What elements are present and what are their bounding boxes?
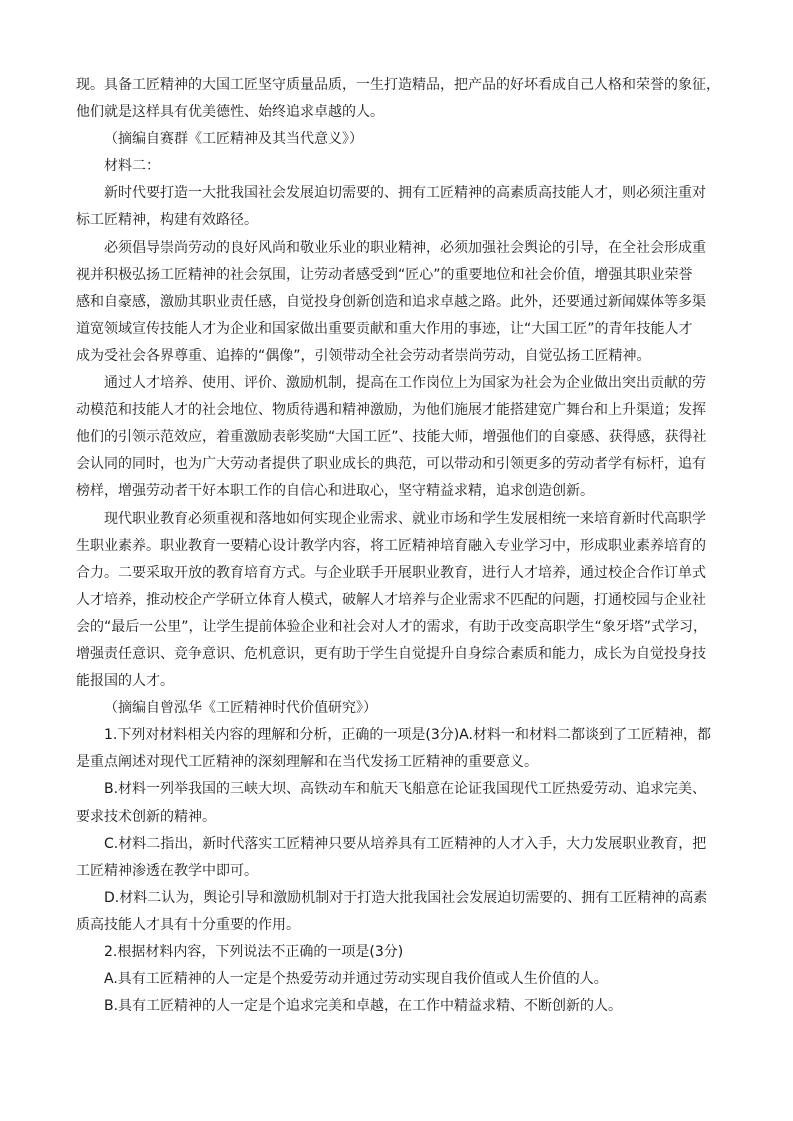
- text-line: 质高技能人才具有十分重要的作用。: [76, 916, 300, 933]
- text-line: 视并积极弘扬工匠精神的社会氛围，让劳动者感受到“匠心”的重要地位和社会价值，增强其职业荣誉: [76, 266, 693, 283]
- text-line: 成为受社会各界尊重、追捧的“偶像”，引领带动全社会劳动者崇尚劳动，自觉弘扬工匠精神。: [76, 347, 651, 364]
- text-line: C.材料二指出，新时代落实工匠精神只要从培养具有工匠精神的人才入手，大力发展职业教育，把: [104, 835, 707, 852]
- text-line: 生职业素养。职业教育一要精心设计教学内容，将工匠精神培育融入专业学习中，形成职业素养培育的: [76, 537, 706, 554]
- text-line: 通过人才培养、使用、评价、激励机制，提高在工作岗位上为国家为社会为企业做出突出贡献的劳: [104, 375, 706, 392]
- text-line: 2.根据材料内容，下列说法不正确的一项是(3分): [104, 944, 404, 960]
- text-line: 人才培养，推动校企产学研立体育人模式，破解人才培养与企业需求不匹配的问题，打通校园与企业社: [76, 591, 706, 608]
- text-line: 现代职业教育必须重视和落地如何实现企业需求、就业市场和学生发展相统一来培育新时代高职学: [104, 510, 706, 527]
- text-line: （摘编自赛群《工匠精神及其当代意义》）: [104, 131, 363, 148]
- text-line: 会认同的同时，也为广大劳动者提供了职业成长的典范，可以带动和引领更多的劳动者学有标杆，追有: [76, 456, 706, 473]
- text-line: 榜样，增强劳动者干好本职工作的自信心和进取心，坚守精益求精，追求创造创新。: [76, 483, 594, 500]
- text-line: 动模范和技能人才的社会地位、物质待遇和精神激励，为他们施展才能搭建宽广舞台和上升渠道；发挥: [76, 402, 706, 419]
- text-line: 要求技术创新的精神。: [76, 808, 216, 825]
- text-line: 1.下列对材料相关内容的理解和分析，正确的一项是(3分)A.材料一和材料二都谈到了工匠精神，都: [104, 727, 711, 744]
- text-line: 工匠精神渗透在教学中即可。: [76, 862, 258, 879]
- text-line: D.材料二认为，舆论引导和激励机制对于打造大批我国社会发展迫切需要的、拥有工匠精神的高素: [104, 889, 708, 906]
- text-line: 他们的引领示范效应，着重激励表彰奖励“大国工匠”、技能大师，增强他们的自豪感、获得感，获得社: [76, 429, 707, 446]
- text-line: 新时代要打造一大批我国社会发展迫切需要的、拥有工匠精神的高素质高技能人才，则必须注重对: [104, 185, 706, 202]
- text-line: A.具有工匠精神的人一定是个热爱劳动并通过劳动实现自我价值或人生价值的人。: [104, 971, 608, 988]
- text-line: 他们就是这样具有优美德性、始终追求卓越的人。: [76, 104, 384, 121]
- text-line: 标工匠精神，构建有效路径。: [76, 212, 258, 229]
- text-line: 必须倡导崇尚劳动的良好风尚和敬业乐业的职业精神，必须加强社会舆论的引导，在全社会形成重: [104, 239, 706, 256]
- text-line: 是重点阐述对现代工匠精神的深刻理解和在当代发扬工匠精神的重要意义。: [76, 754, 538, 771]
- text-line: B.具有工匠精神的人一定是个追求完美和卓越，在工作中精益求精、不断创新的人。: [104, 998, 623, 1015]
- text-line: 道宽领域宣传技能人才为企业和国家做出重要贡献和重大作用的事迹，让“大国工匠”的青年技能人才: [76, 320, 693, 337]
- text-line: 材料二：: [104, 158, 160, 175]
- document-body: [76, 72, 726, 1020]
- text-line: （摘编自曾泓华《工匠精神时代价值研究》）: [104, 700, 377, 717]
- text-line: 增强责任意识、竞争意识、危机意识，更有助于学生自觉提升自身综合素质和能力，成长为自觉投身技: [76, 645, 706, 662]
- text-line: 现。具备工匠精神的大国工匠坚守质量品质，一生打造精品，把产品的好坏看成自己人格和荣誉的象征，: [76, 77, 720, 93]
- text-line: 会的“最后一公里”，让学生提前体验企业和社会对人才的需求，有助于改变高职学生“象牙塔”式学习，: [76, 618, 708, 635]
- text-line: 感和自豪感，激励其职业责任感，自觉投身创新创造和追求卓越之路。此外，还要通过新闻媒体等多渠: [76, 293, 706, 310]
- text-line: 能报国的人才。: [76, 673, 174, 690]
- text-line: 合力。二要采取开放的教育培育方式。与企业联手开展职业教育，进行人才培养，通过校企合作订单式: [76, 564, 706, 581]
- text-line: B.材料一列举我国的三峡大坝、高铁动车和航天飞船意在论证我国现代工匠热爱劳动、追求完美、: [104, 781, 707, 798]
